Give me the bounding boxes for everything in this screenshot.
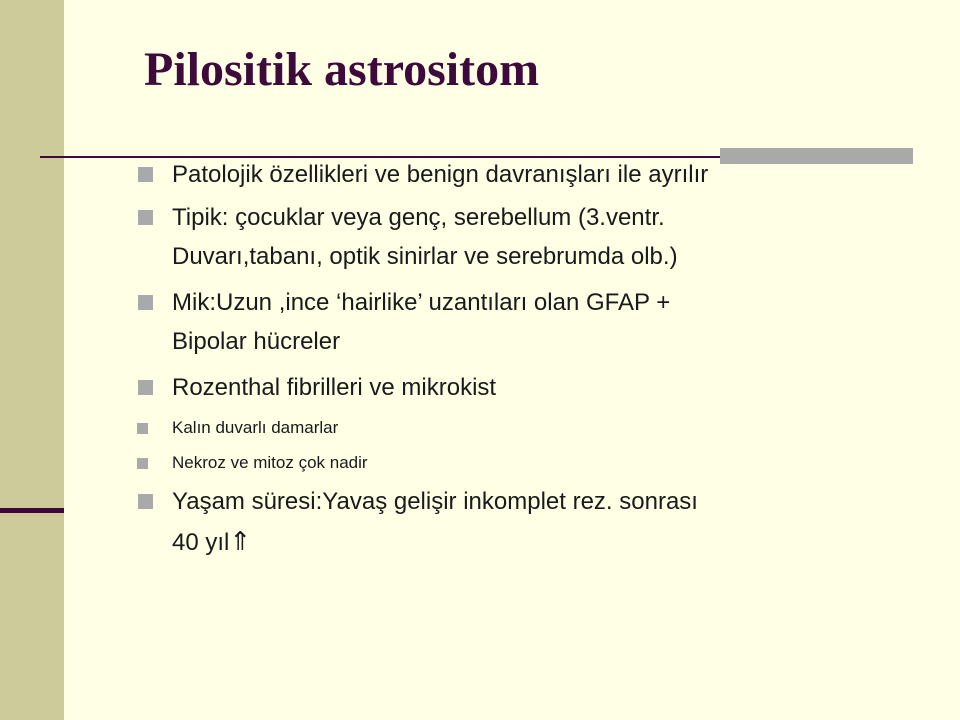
left-accent-bar [0,508,64,513]
bullet-text: Patolojik özellikleri ve benign davranışları ile ayrılır [172,161,709,188]
bullet-square-icon [138,494,153,509]
bullet-text-line: Duvarı,tabanı, optik sinirlar ve serebrumda olb.) [172,243,678,270]
bullet-square-icon [137,458,148,469]
bullet-square-icon [138,167,153,182]
bullet-text-fragment: 40 yıl [172,529,230,556]
left-decorative-band [0,0,64,720]
bullet-square-icon [138,210,153,225]
bullet-text-line: Mik:Uzun ,ince ‘hairlike’ uzantıları olan GFAP + [172,289,671,316]
bullet-text-line: Bipolar hücreler [172,328,341,355]
bullet-text: Nekroz ve mitoz çok nadir [172,453,368,472]
bullet-square-icon [137,423,148,434]
double-up-arrow-icon: ⇑ [229,526,252,556]
bullet-square-icon [138,295,153,310]
bullet-text-line: Yaşam süresi:Yavaş gelişir inkomplet rez. sonrası [172,488,698,515]
slide-title: Pilositik astrositom [144,43,540,96]
bullet-text: Kalın duvarlı damarlar [172,418,339,437]
bullet-text: Rozenthal fibrilleri ve mikrokist [172,374,497,401]
bullet-text-line [172,521,898,563]
bullet-square-icon [138,380,153,395]
bullet-text-line: Tipik: çocuklar veya genç, serebellum (3.ventr. [172,204,665,231]
